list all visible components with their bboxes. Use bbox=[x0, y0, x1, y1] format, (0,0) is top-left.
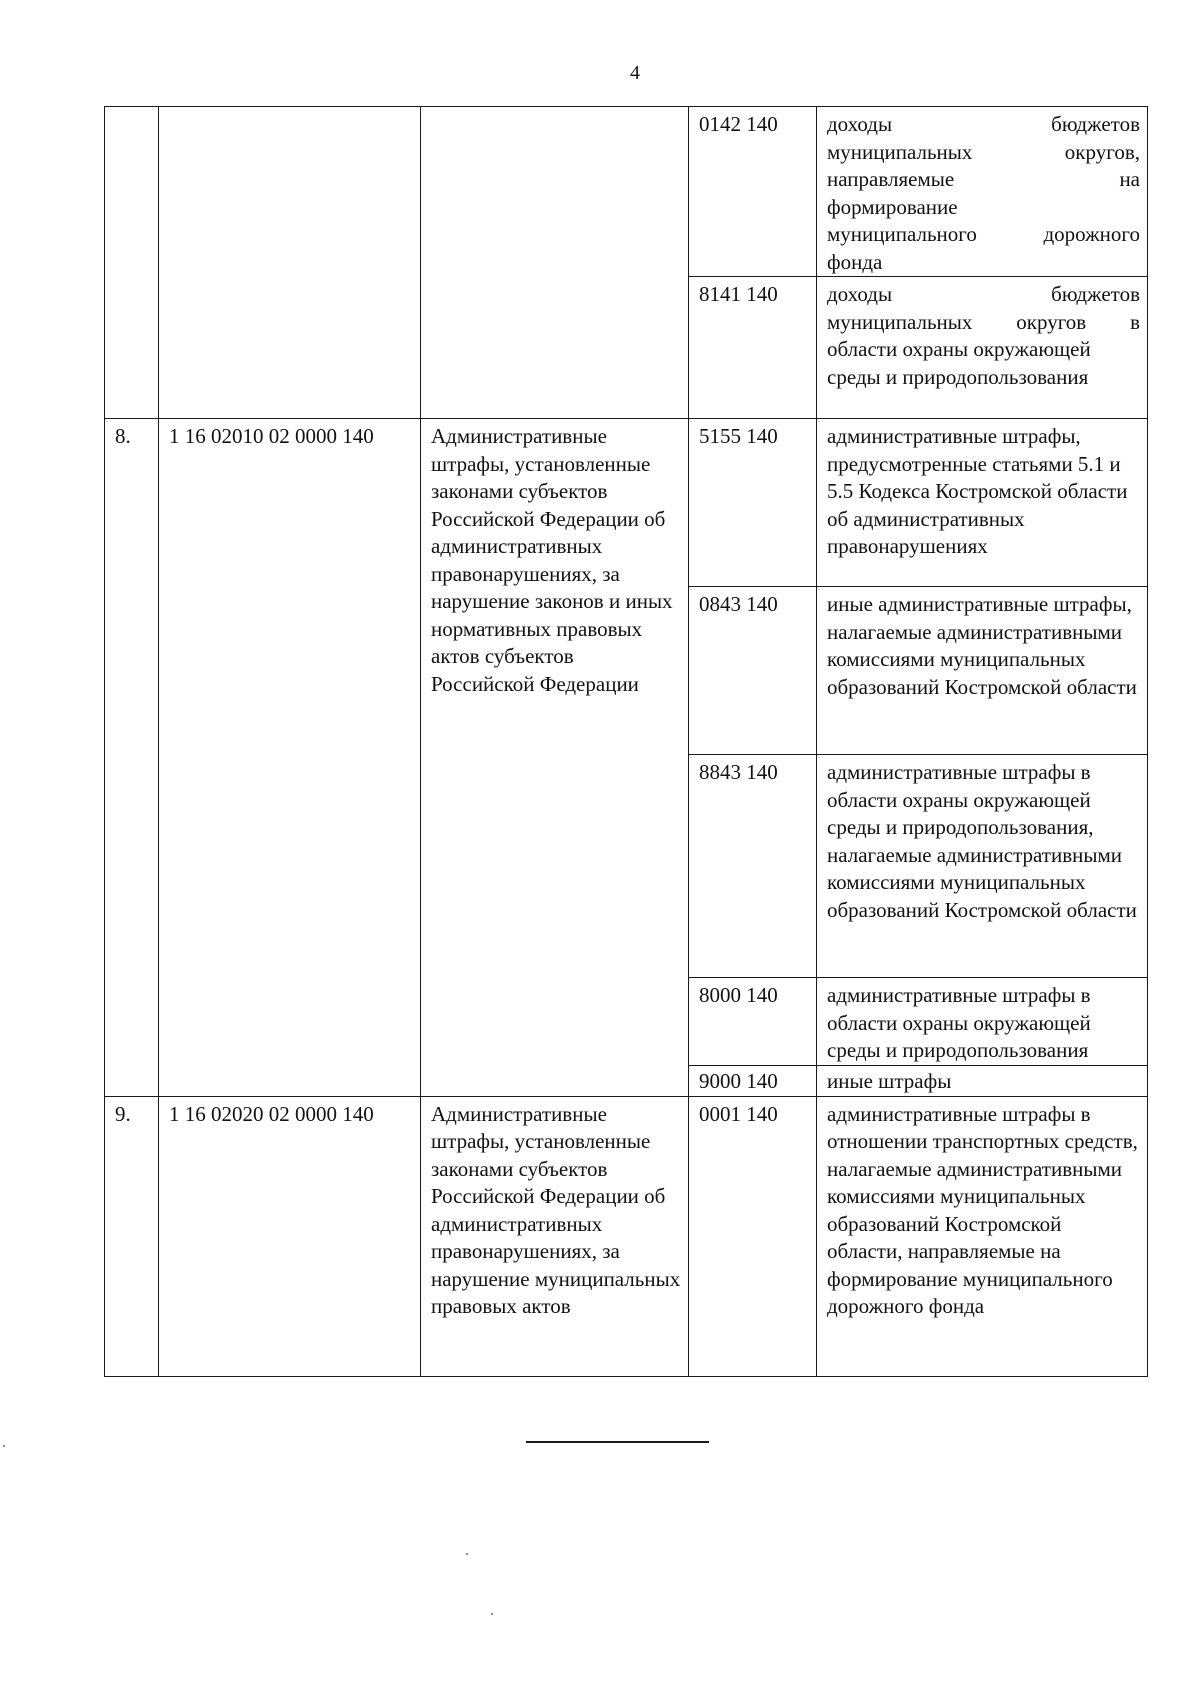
scan-speck bbox=[491, 1613, 493, 1615]
budget-code: 1 16 02020 02 0000 140 bbox=[159, 1096, 421, 1376]
table-row bbox=[105, 107, 1148, 277]
subcode-description-cell: иные штрафы bbox=[817, 1066, 1148, 1097]
subcode-description-cell: административные штрафы в области охраны окружающей среды и природопользования bbox=[817, 978, 1148, 1066]
subcode-cell: 0843 140 bbox=[689, 587, 817, 755]
closing-rule bbox=[526, 1441, 709, 1443]
budget-code: 1 16 02010 02 0000 140 bbox=[159, 419, 421, 1097]
text-line: доходы бюджетов bbox=[827, 282, 1140, 306]
subcode-description-cell: административные штрафы в отношении транспортных средств, налагаемые административными комиссиями муниципальных образований Костромской области, направляемые на формирование муниципального дорожного фонда bbox=[817, 1096, 1148, 1376]
continued-description-cell bbox=[421, 107, 689, 419]
subcode-cell: 0001 140 bbox=[689, 1096, 817, 1376]
text-line: доходы бюджетов bbox=[827, 112, 1140, 136]
subcode-description-cell: административные штрафы, предусмотренные статьями 5.1 и 5.5 Кодекса Костромской области об административных правонарушениях bbox=[817, 419, 1148, 587]
subcode-description-cell: административные штрафы в области охраны окружающей среды и природопользования, налагаемые административными комиссиями муниципальных образований Костромской области bbox=[817, 755, 1148, 978]
subcode-description-cell: иные административные штрафы, налагаемые административными комиссиями муниципальных образований Костромской области bbox=[817, 587, 1148, 755]
subcode-description-cell bbox=[817, 277, 1148, 419]
text-line: фонда bbox=[827, 249, 883, 274]
subcode-cell: 0142 140 bbox=[689, 107, 817, 277]
subcode-cell: 8843 140 bbox=[689, 755, 817, 978]
text-line: области охраны окружающей bbox=[827, 337, 1091, 361]
continued-number-cell bbox=[105, 107, 159, 419]
table-row bbox=[105, 1096, 1148, 1376]
subcode-description-cell bbox=[817, 107, 1148, 277]
code-description: Административные штрафы, установленные законами субъектов Российской Федерации об административных правонарушениях, за нарушение муниципальных правовых актов bbox=[421, 1096, 689, 1376]
page-number: 4 bbox=[630, 62, 640, 84]
item-number: 9. bbox=[105, 1096, 159, 1376]
text-line: муниципальных округов в bbox=[827, 309, 1140, 334]
text-line: направляемые на bbox=[827, 167, 1140, 191]
code-description: Административные штрафы, установленные законами субъектов Российской Федерации об административных правонарушениях, за нарушение законов и иных нормативных правовых актов субъектов Российской Федерации bbox=[421, 419, 689, 1097]
subcode-cell: 8141 140 bbox=[689, 277, 817, 419]
text-line: муниципального дорожного bbox=[827, 222, 1140, 246]
revenue-codes-table bbox=[104, 106, 1148, 1377]
subcode-cell: 5155 140 bbox=[689, 419, 817, 587]
scan-speck bbox=[466, 1553, 468, 1555]
text-line: формирование bbox=[827, 194, 958, 219]
item-number: 8. bbox=[105, 419, 159, 1097]
continued-code-cell bbox=[159, 107, 421, 419]
text-line: муниципальных округов, bbox=[827, 139, 1140, 164]
text-line: среды и природопользования bbox=[827, 364, 1089, 389]
scan-speck bbox=[3, 1445, 5, 1447]
subcode-cell: 9000 140 bbox=[689, 1066, 817, 1097]
subcode-cell: 8000 140 bbox=[689, 978, 817, 1066]
table-row bbox=[105, 419, 1148, 587]
